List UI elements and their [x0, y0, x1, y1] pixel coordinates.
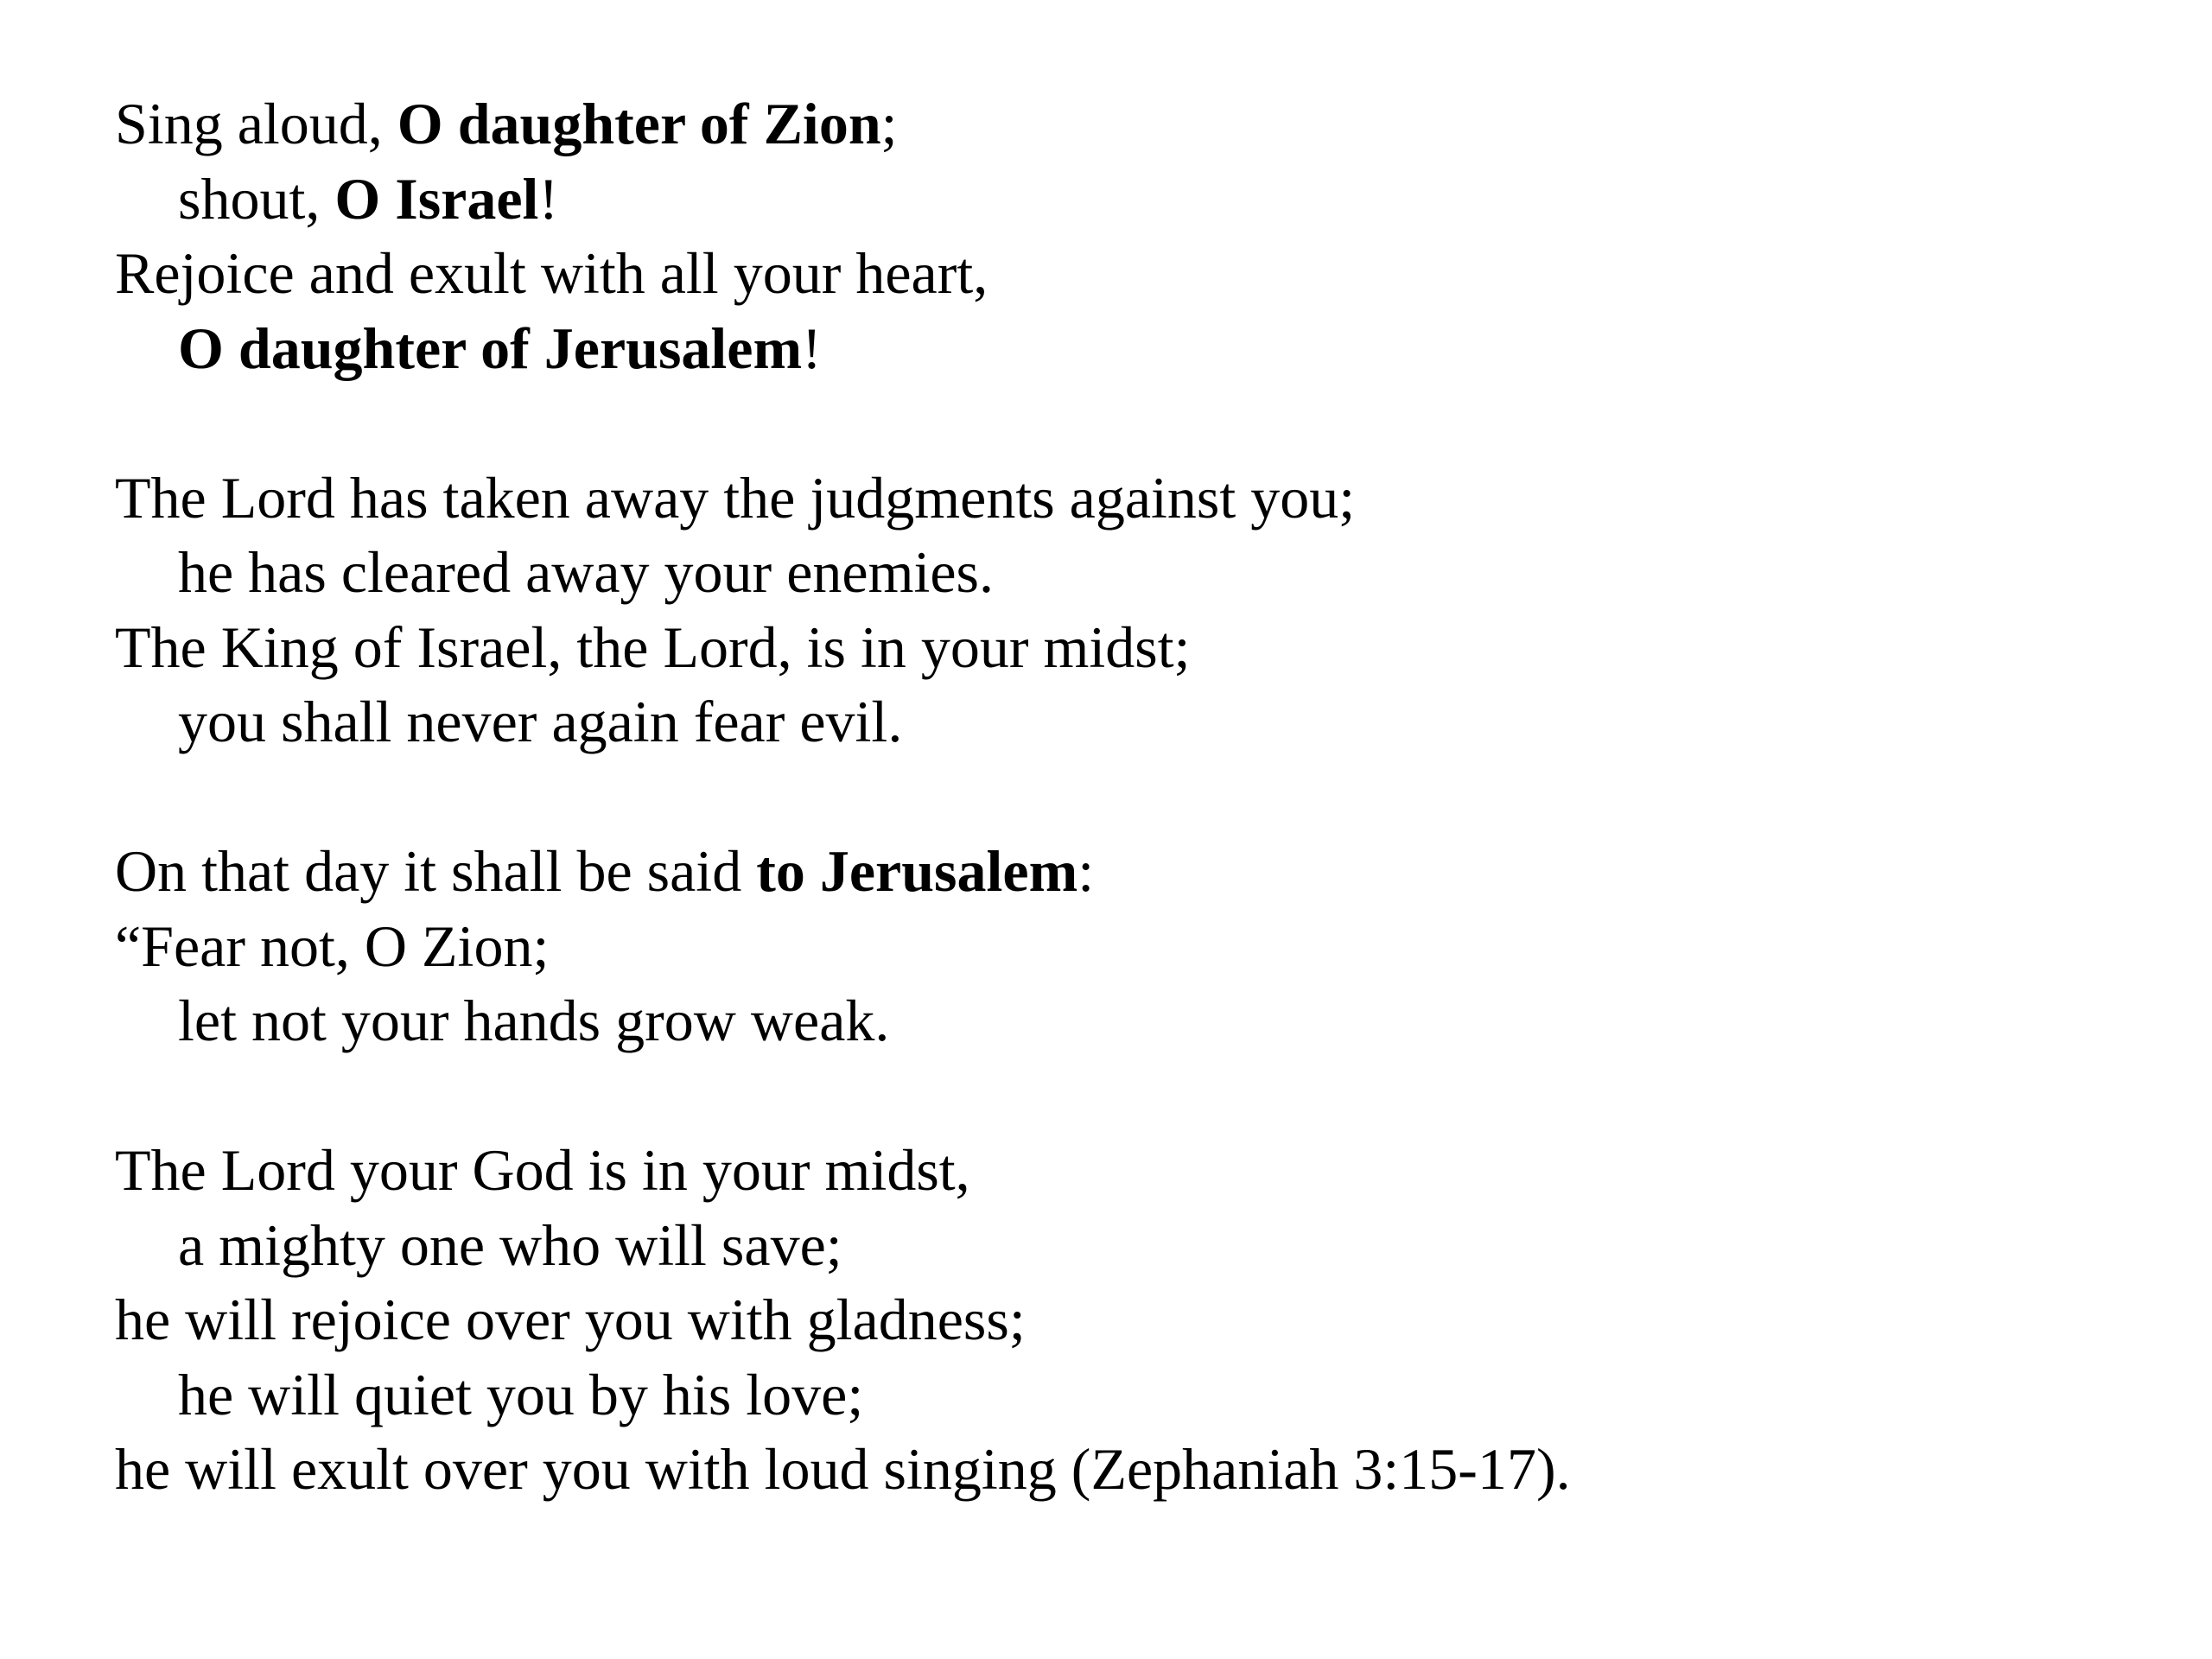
verse-line: [115, 1133, 2102, 1208]
stanza: [115, 834, 2102, 1058]
text-segment: you shall never again fear evil.: [178, 689, 903, 754]
stanza: [115, 1133, 2102, 1507]
verse-line: [115, 834, 2102, 909]
indented-verse-line: [115, 1208, 2102, 1283]
text-segment: he will quiet you by his love;: [178, 1361, 864, 1427]
text-segment: shout,: [178, 165, 335, 232]
text-segment: The Lord your God is in your midst,: [115, 1137, 970, 1203]
text-segment: !: [802, 315, 822, 381]
stanza: [115, 86, 2102, 385]
verse-line: [115, 461, 2102, 536]
bold-text-segment: O Israel: [334, 165, 539, 232]
verse-line: [115, 86, 2102, 162]
text-segment: !: [538, 165, 559, 232]
verse-line: [115, 909, 2102, 984]
verse-line: [115, 1282, 2102, 1357]
bold-text-segment: O daughter of Jerusalem: [178, 315, 803, 381]
indented-verse-line: [115, 162, 2102, 237]
verse-line: [115, 1432, 2102, 1507]
scripture-passage: [115, 86, 2102, 1507]
text-segment: Rejoice and exult with all your heart,: [115, 240, 988, 306]
bold-text-segment: O daughter of Zion: [397, 91, 881, 156]
bold-text-segment: to Jerusalem: [756, 838, 1078, 904]
text-segment: let not your hands grow weak.: [178, 988, 890, 1053]
indented-verse-line: [115, 983, 2102, 1058]
text-segment: he will rejoice over you with gladness;: [115, 1287, 1026, 1352]
text-segment: Sing aloud,: [115, 91, 397, 156]
indented-verse-line: [115, 684, 2102, 760]
verse-line: [115, 610, 2102, 685]
stanza: [115, 461, 2102, 760]
text-segment: he will exult over you with loud singing (Zephaniah 3:15-17).: [115, 1436, 1571, 1502]
text-segment: The King of Israel, the Lord, is in your midst;: [115, 613, 1191, 680]
text-segment: On that day it shall be said: [115, 838, 757, 904]
indented-verse-line: [115, 535, 2102, 610]
text-segment: :: [1077, 838, 1095, 904]
text-segment: “Fear not, O Zion;: [115, 912, 550, 979]
indented-verse-line: [115, 311, 2102, 386]
text-segment: ;: [880, 91, 898, 156]
text-segment: he has cleared away your enemies.: [178, 539, 994, 605]
verse-line: [115, 236, 2102, 311]
indented-verse-line: [115, 1357, 2102, 1433]
text-segment: a mighty one who will save;: [178, 1211, 842, 1278]
text-segment: The Lord has taken away the judgments against you;: [115, 464, 1356, 531]
